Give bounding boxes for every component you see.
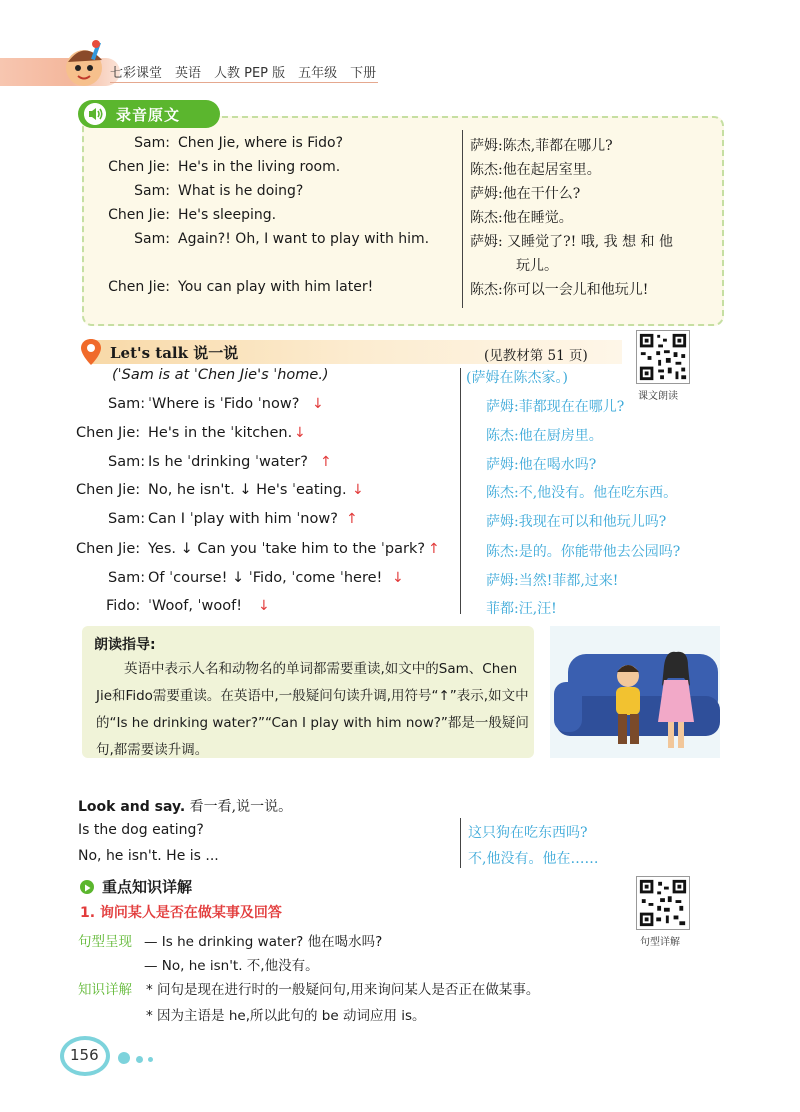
- line-en: Chen Jie, where is Fido?: [178, 135, 344, 151]
- decor-dot: [118, 1052, 130, 1064]
- intonation-arrow: ↓: [312, 396, 324, 412]
- line-text: Is he ˈdrinking ˈwater?: [148, 454, 308, 470]
- line-en: He's in the living room.: [178, 159, 341, 175]
- speaker: Chen Jie:: [108, 159, 170, 175]
- speaker: Sam:: [134, 231, 170, 247]
- qr-code-icon[interactable]: [636, 876, 690, 930]
- pattern-line-2: — No, he isn't. 不,他没有。: [144, 958, 319, 974]
- intonation-arrow: ↑: [346, 511, 358, 527]
- look-say-divider: [460, 818, 461, 868]
- line-text: No, he isn't. ↓ He's ˈeating.: [148, 482, 347, 498]
- look-say-title-zh: 看一看,说一说。: [189, 799, 293, 815]
- talk-title: Let's talk 说一说: [110, 344, 239, 362]
- talk-textbook-ref: (见教材第 51 页): [484, 348, 588, 364]
- speaker: Sam:: [134, 183, 170, 199]
- speaker: Chen Jie:: [76, 425, 141, 441]
- intonation-arrow: ↓: [352, 482, 364, 498]
- line-zh: 陈杰:不,他没有。他在吃东西。: [486, 485, 678, 501]
- line-zh: 陈杰:他在起居室里。: [470, 162, 601, 178]
- look-say-heading: [78, 796, 292, 816]
- line-text: Can I ˈplay with him ˈnow?: [148, 511, 338, 527]
- mascot-icon: [58, 38, 110, 92]
- header-title: 七彩课堂 英语 人教 PEP 版 五年级 下册: [110, 66, 377, 81]
- key-point-subtitle: 1. 询问某人是否在做某事及回答: [80, 905, 282, 921]
- speaker: Sam:: [108, 511, 146, 527]
- line-text: Of ˈcourse! ↓ ˈFido, ˈcome ˈhere!: [148, 570, 383, 586]
- page-number: 156: [70, 1046, 99, 1064]
- qr-caption: 课文朗读: [638, 391, 678, 402]
- line-zh: 萨姆: 又睡觉了?! 哦, 我 想 和 他: [470, 234, 673, 250]
- look-say-question-zh: 这只狗在吃东西吗?: [468, 825, 588, 841]
- speaker: Chen Jie:: [108, 207, 170, 223]
- line-zh: 萨姆:我现在可以和他玩儿吗?: [486, 514, 667, 530]
- explanation-point-1: * 问句是现在进行时的一般疑问句,用来询问某人是否正在做某事。: [146, 982, 540, 998]
- look-say-question: Is the dog eating?: [78, 822, 204, 838]
- qr-code-icon[interactable]: [636, 330, 690, 384]
- line-zh: 陈杰:是的。你能带他去公园吗?: [486, 544, 681, 560]
- line-text: Yes. ↓ Can you ˈtake him to the ˈpark?: [148, 541, 426, 557]
- line-en: What is he doing?: [178, 183, 304, 199]
- play-icon: [80, 880, 94, 894]
- key-points-title: 重点知识详解: [102, 878, 193, 896]
- line-zh: 菲都:汪,汪!: [486, 601, 557, 617]
- line-zh: 萨姆:当然!菲都,过来!: [486, 573, 619, 589]
- audio-divider: [462, 130, 463, 308]
- scene-note-zh: (萨姆在陈杰家。): [466, 370, 568, 386]
- reading-guide-title: 朗读指导:: [94, 637, 156, 653]
- reading-guide-body: 英语中表示人名和动物名的单词都需要重读,如文中的Sam、Chen Jie和Fido需要重读。在英语中,一般疑问句读升调,用符号“↑”表示,如文中的“Is he drinking water?”“Can I play with him now?”都是一般疑问句,都需要读升调。: [96, 661, 529, 758]
- line-text: ˈWoof, ˈwoof!: [148, 598, 243, 614]
- intonation-arrow: ↓: [294, 425, 306, 441]
- intonation-arrow: ↑: [320, 454, 332, 470]
- location-pin-icon: [80, 338, 102, 366]
- talk-divider: [460, 368, 461, 614]
- line-en: He's sleeping.: [178, 207, 277, 223]
- line-zh: 萨姆:他在干什么?: [470, 186, 581, 202]
- tag-explanation: 知识详解: [78, 982, 132, 998]
- tag-pattern: 句型呈现: [78, 934, 132, 950]
- qr-caption: 句型详解: [640, 937, 680, 948]
- speaker: Sam:: [108, 396, 146, 412]
- intonation-arrow: ↑: [428, 541, 440, 557]
- speaker: Sam:: [134, 135, 170, 151]
- look-say-title-en: Look and say.: [78, 799, 186, 815]
- line-text: ˈWhere is ˈFido ˈnow?: [148, 396, 300, 412]
- audio-label-pill[interactable]: [78, 100, 220, 128]
- line-zh: 陈杰:他在睡觉。: [470, 210, 573, 226]
- line-zh: 萨姆:他在喝水吗?: [486, 457, 597, 473]
- illustration-image: [550, 626, 720, 758]
- scene-note: (ˈSam is at ˈChen Jie's ˈhome.): [112, 367, 329, 383]
- speaker: Chen Jie:: [108, 279, 170, 295]
- look-say-answer: No, he isn't. He is ...: [78, 848, 219, 864]
- line-zh-cont: 玩儿。: [516, 258, 558, 274]
- line-en: You can play with him later!: [178, 279, 374, 295]
- line-zh: 陈杰:你可以一会儿和他玩儿!: [470, 282, 649, 298]
- speaker: Fido:: [106, 598, 141, 614]
- line-zh: 陈杰:他在厨房里。: [486, 428, 603, 444]
- speaker: Sam:: [108, 454, 146, 470]
- audio-label: 录音原文: [116, 106, 181, 124]
- speaker: Sam:: [108, 570, 146, 586]
- decor-dot: [136, 1056, 143, 1063]
- line-en: Again?! Oh, I want to play with him.: [178, 231, 430, 247]
- header-rule: [110, 82, 378, 83]
- speaker-icon: [84, 103, 106, 125]
- line-text: He's in the ˈkitchen.: [148, 425, 293, 441]
- intonation-arrow: ↓: [258, 598, 270, 614]
- line-zh: 萨姆:陈杰,菲都在哪儿?: [470, 138, 613, 154]
- explanation-point-2: * 因为主语是 he,所以此句的 be 动词应用 is。: [146, 1008, 426, 1024]
- decor-dot: [148, 1057, 153, 1062]
- speaker: Chen Jie:: [76, 541, 141, 557]
- speaker: Chen Jie:: [76, 482, 141, 498]
- intonation-arrow: ↓: [392, 570, 404, 586]
- pattern-line-1: — Is he drinking water? 他在喝水吗?: [144, 934, 383, 950]
- look-say-answer-zh: 不,他没有。他在……: [468, 851, 599, 867]
- line-zh: 萨姆:菲都现在在哪儿?: [486, 399, 625, 415]
